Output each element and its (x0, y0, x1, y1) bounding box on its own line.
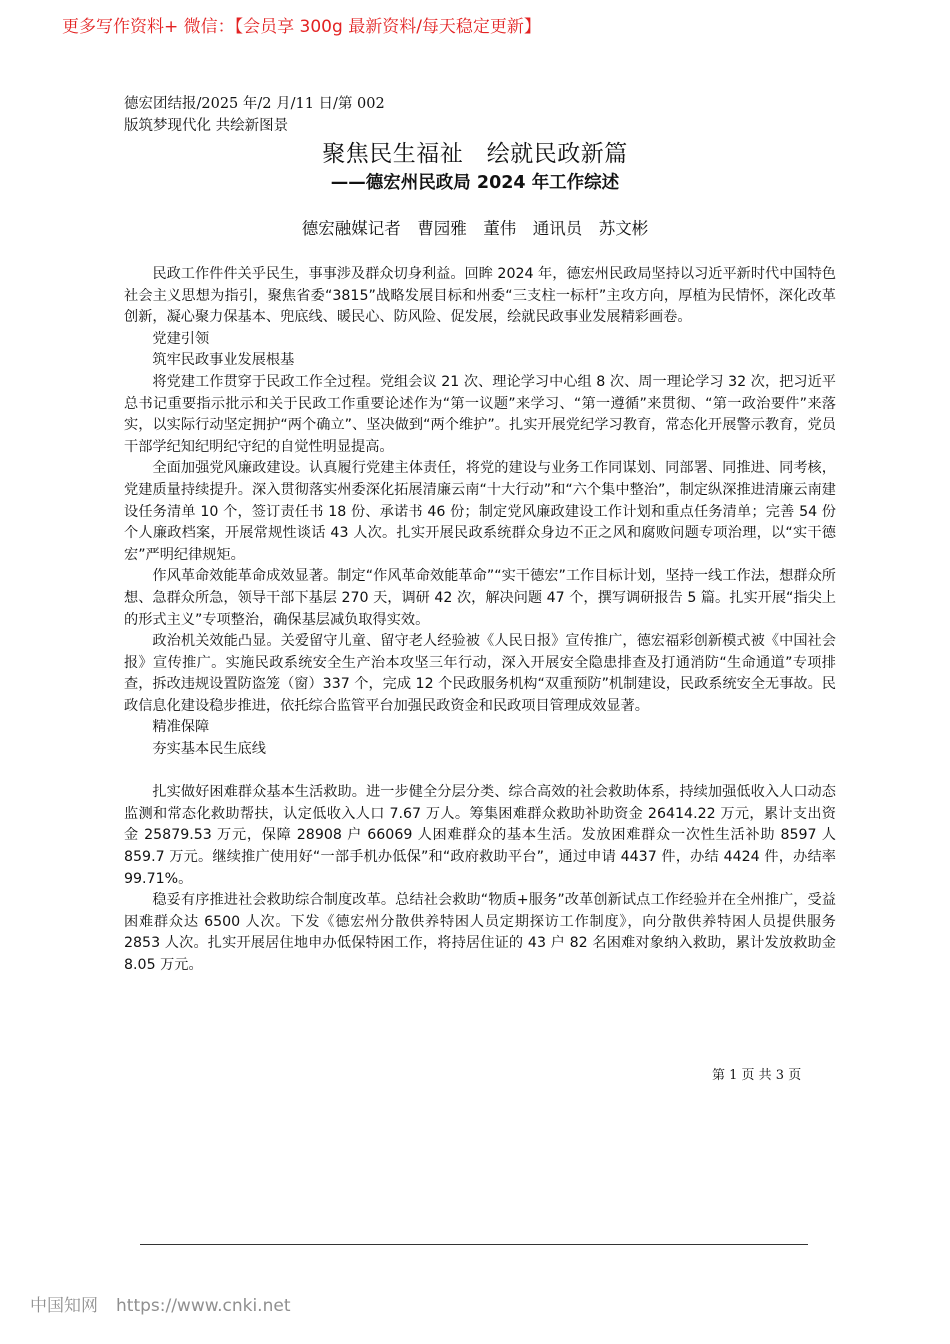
paragraph: 作风革命效能革命成效显著。制定“作风革命效能革命”“实干德宏”工作目标计划，坚持一线工作法，想群众所想、急群众所急，领导干部下基层 270 天，调研 42 次，解决问题 47 个，撰写调研报告 5 篇。扎实开展“指尖上的形式主义”专项整治，确保基层减负取得实效。 (124, 568, 836, 628)
paragraph: 将党建工作贯穿于民政工作全过程。党组会议 21 次、理论学习中心组 8 次、周一理论学习 32 次，把习近平总书记重要指示批示和关于民政工作重要论述作为“第一议题”来学习、“第一遵循”来贯彻、“第一政治要件”来落实，以实际行动坚定拥护“两个确立”、坚决做到“两个维护”。扎实开展党纪学习教育，常态化开展警示教育，党员干部学纪知纪明纪守纪的自觉性明显提高。 (124, 373, 836, 455)
footer-watermark (30, 1294, 290, 1318)
section-subheading: 筑牢民政事业发展根基 (152, 352, 295, 369)
paragraph: 稳妥有序推进社会救助综合制度改革。总结社会救助“物质+服务”改革创新试点工作经验并在全州推广，受益困难群众达 6500 人次。下发《德宏州分散供养特困人员定期探访工作制度》，向分散供养特困人员提供服务 2853 人次。扎实开展居住地申办低保特困工作，将持居住证的 43 户 82 名困难对象纳入救助，累计发放救助金 8.05 万元。 (124, 892, 836, 973)
article-subtitle: ——德宏州民政局 2024 年工作综述 (330, 173, 620, 193)
paragraph: 全面加强党风廉政建设。认真履行党建主体责任，将党的建设与业务工作同谋划、同部署、同推进、同考核，党建质量持续提升。深入贯彻落实州委深化拓展清廉云南“十大行动”和“六个集中整治”，制定纵深推进清廉云南建设任务清单 10 个，签订责任书 18 份、承诺书 46 份；制定党风廉政建设工作计划和重点任务清单；完善 54 份个人廉政档案，开展常规性谈话 43 人次。扎实开展民政系统群众身边不正之风和腐败问题专项治理，以“实干德宏”严明纪律规矩。 (124, 460, 836, 563)
footer-brand: 中国知网 (30, 1296, 98, 1316)
section-subheading: 夯实基本民生底线 (152, 741, 266, 758)
section-heading: 精准保障 (152, 719, 210, 736)
source-line: 德宏团结报/2025 年/2 月/11 日/第 002 (124, 96, 385, 112)
promo-banner: 更多写作资料+ 微信：【会员享 300g 最新资料/每天稳定更新】 (62, 17, 541, 37)
column-name: 版筑梦现代化 共绘新图景 (124, 118, 289, 134)
article-title: 聚焦民生福祉 绘就民政新篇 (322, 141, 628, 167)
footer-url[interactable]: https://www.cnki.net (116, 1296, 291, 1316)
article-body (124, 264, 836, 1044)
paragraph: 扎实做好困难群众基本生活救助。进一步健全分层分类、综合高效的社会救助体系，持续加强低收入人口动态监测和常态化救助帮扶，认定低收入人口 7.67 万人。筹集困难群众救助补助资金 26414.22 万元，累计支出资金 25879.53 万元，保障 28908 户 66069 人困难群众的基本生活。发放困难群众一次性生活补助 8597 人 859.7 万元。继续推广使用好“一部手机办低保”和“政府救助平台”，通过申请 4437 件，办结 4424 件，办结率 99.71%。 (124, 784, 836, 887)
article-byline: 德宏融媒记者 曹园雅 董伟 通讯员 苏文彬 (301, 219, 649, 238)
footer-divider (140, 1244, 808, 1245)
page-indicator: 第 1 页 共 3 页 (712, 1068, 802, 1083)
section-heading: 党建引领 (152, 330, 210, 347)
paragraph: 政治机关效能凸显。关爱留守儿童、留守老人经验被《人民日报》宣传推广，德宏福彩创新模式被《中国社会报》宣传推广。实施民政系统安全生产治本攻坚三年行动，深入开展安全隐患排查及打通消防“生命通道”专项排查，拆改违规设置防盗笼（窗）337 个，完成 12 个民政服务机构“双重预防”机制建设，民政系统安全无事故。民政信息化建设稳步推进，依托综合监管平台加强民政资金和民政项目管理成效显著。 (124, 633, 836, 714)
paragraph-intro: 民政工作件件关乎民生，事事涉及群众切身利益。回眸 2024 年，德宏州民政局坚持以习近平新时代中国特色社会主义思想为指引，聚焦省委“3815”战略发展目标和州委“三支柱一标杆”主攻方向，厚植为民情怀，深化改革创新，凝心聚力保基本、兜底线、暖民心、防风险、促发展，绘就民政事业发展精彩画卷。 (124, 266, 836, 326)
